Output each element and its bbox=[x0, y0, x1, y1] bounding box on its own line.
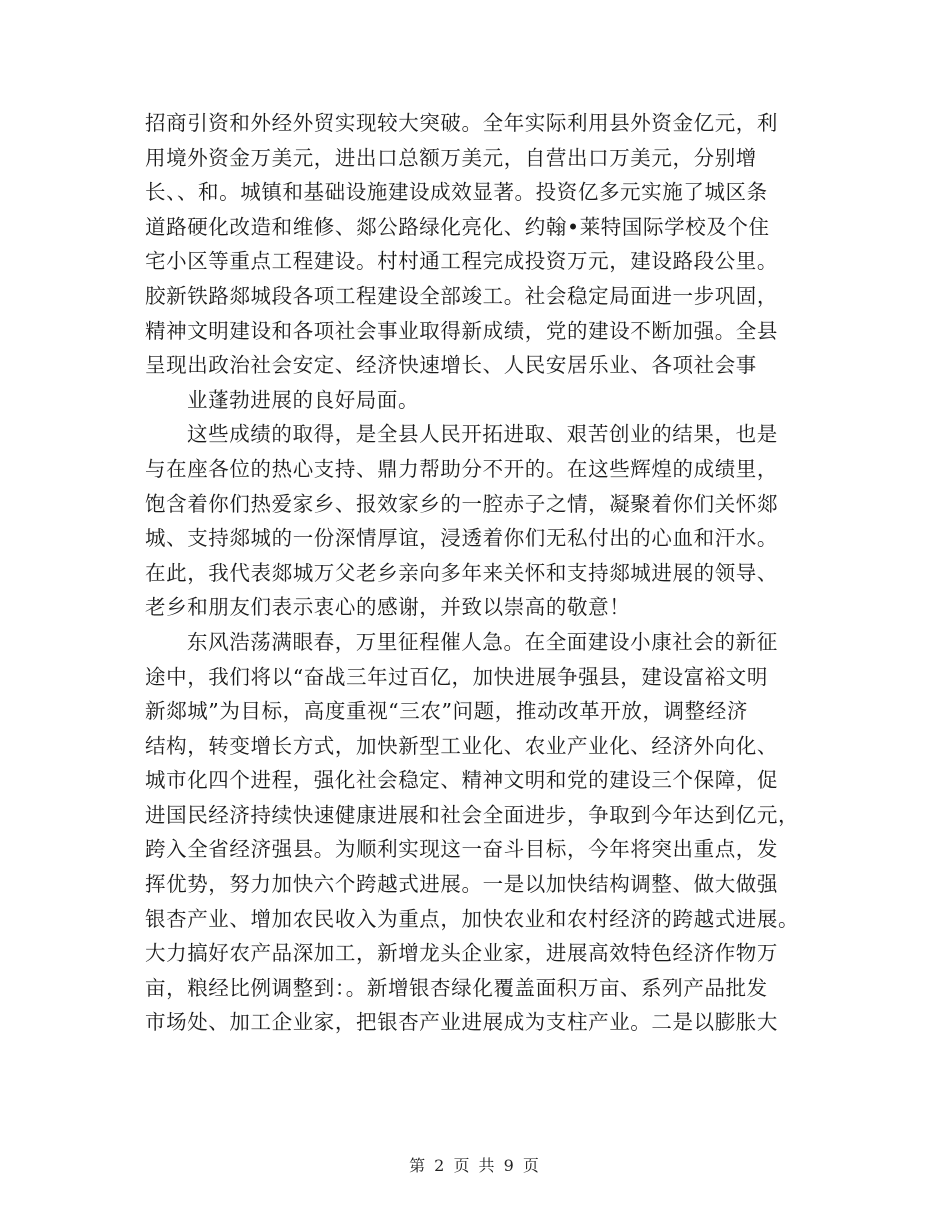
text-line: 长、、和。城镇和基础设施建设成效显著。投资亿多元实施了城区条 bbox=[145, 180, 768, 205]
text-line: 招商引资和外经外贸实现较大突破。全年实际利用县外资金亿元，利 bbox=[145, 111, 778, 135]
text-line: 城市化四个进程，强化社会稳定、精神文明和党的建设三个保障，促 bbox=[145, 768, 778, 793]
text-line: 业蓬勃进展的良好局面。 bbox=[187, 387, 420, 412]
body-text bbox=[145, 106, 805, 1040]
text-line: 东风浩荡满眼春，万里征程催人急。在全面建设小康社会的新征 bbox=[187, 629, 778, 654]
text-line: 在此，我代表郯城万父老乡亲向多年来关怀和支持郯城进展的领导、 bbox=[145, 560, 778, 585]
text-line: 途中，我们将以“奋战三年过百亿，加快进展争强县，建设富裕文明 bbox=[145, 664, 768, 689]
text-line: 这些成绩的取得，是全县人民开拓进取、艰苦创业的结果，也是 bbox=[187, 422, 778, 447]
text-line: 市场处、加工企业家，把银杏产业进展成为支柱产业。二是以膨胀大 bbox=[145, 1010, 778, 1035]
text-line: 挥优势，努力加快六个跨越式进展。一是以加快结构调整、做大做强 bbox=[145, 872, 778, 897]
text-line: 亩，粮经比例调整到：。新增银杏绿化覆盖面积万亩、系列产品批发 bbox=[145, 975, 768, 1000]
text-line: 胶新铁路郯城段各项工程建设全部竣工。社会稳定局面进一步巩固， bbox=[145, 283, 778, 308]
text-line: 道路硬化改造和维修、郯公路绿化亮化、约翰•莱特国际学校及个住 bbox=[145, 214, 770, 239]
text-line: 银杏产业、增加农民收入为重点，加快农业和农村经济的跨越式进展。 bbox=[145, 906, 800, 931]
text-line: 城、支持郯城的一份深情厚谊，浸透着你们无私付出的心血和汗水。 bbox=[145, 526, 778, 551]
text-line: 精神文明建设和各项社会事业取得新成绩，党的建设不断加强。全县 bbox=[145, 318, 778, 343]
text-line: 结构，转变增长方式，加快新型工业化、农业产业化、经济外向化、 bbox=[145, 733, 778, 758]
text-line: 进国民经济持续快速健康进展和社会全面进步，争取到今年达到亿元， bbox=[145, 802, 800, 827]
text-line: 老乡和朋友们表示衷心的感谢，并致以崇高的敬意！ bbox=[145, 595, 631, 620]
text-line: 跨入全省经济强县。为顺利实现这一奋斗目标，今年将突出重点，发 bbox=[145, 837, 778, 862]
text-line: 宅小区等重点工程建设。村村通工程完成投资万元，建设路段公里。 bbox=[145, 249, 778, 274]
page-footer: 第 2 页 共 9 页 bbox=[409, 1156, 541, 1175]
text-line: 与在座各位的热心支持、鼎力帮助分不开的。在这些辉煌的成绩里， bbox=[145, 456, 778, 481]
text-line: 饱含着你们热爱家乡、报效家乡的一腔赤子之情，凝聚着你们关怀郯 bbox=[145, 491, 778, 516]
text-line: 新郯城”为目标，高度重视“三农”问题，推动改革开放，调整经济 bbox=[145, 699, 748, 724]
text-line: 用境外资金万美元，进出口总额万美元，自营出口万美元，分别增 bbox=[145, 145, 757, 170]
text-line: 大力搞好农产品深加工，新增龙头企业家，进展高效特色经济作物万 bbox=[145, 941, 778, 966]
text-line: 呈现出政治社会安定、经济快速增长、人民安居乐业、各项社会事 bbox=[145, 353, 757, 378]
